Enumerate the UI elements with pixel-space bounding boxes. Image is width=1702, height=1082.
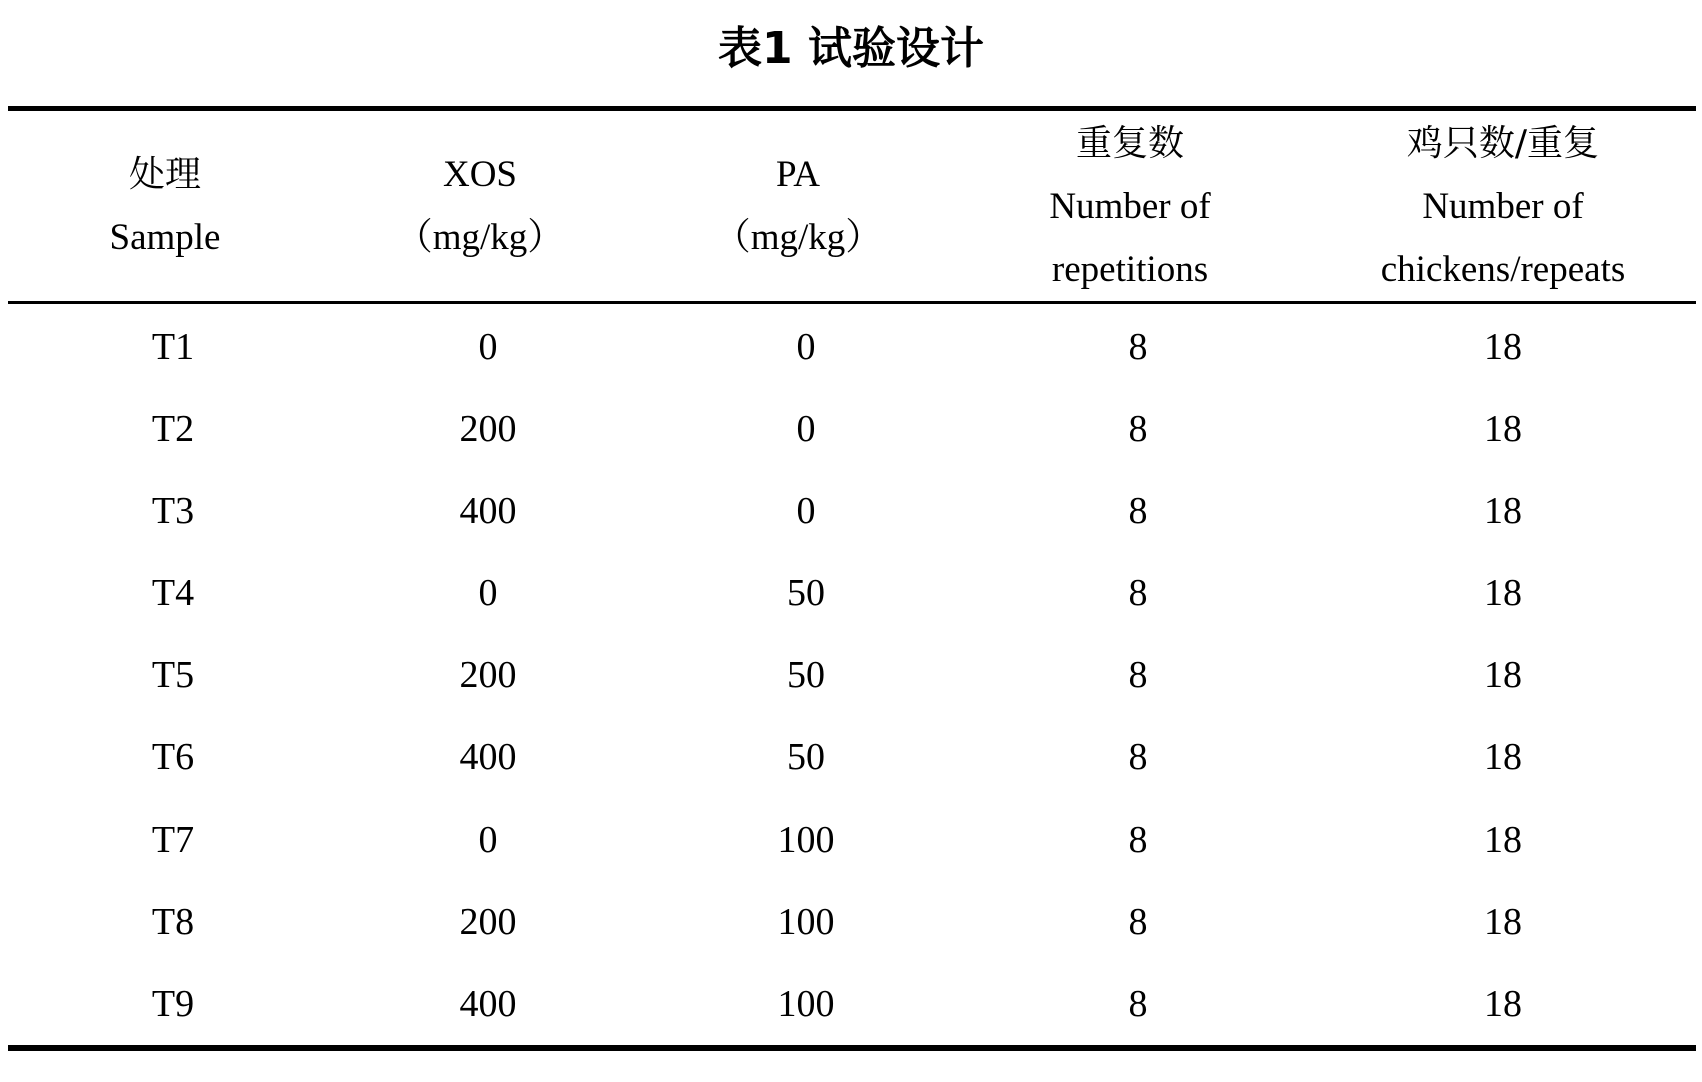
cell-chickens: 18 <box>1484 572 1522 615</box>
cell-xos: 200 <box>459 408 517 451</box>
cell-chickens: 18 <box>1484 490 1522 533</box>
cell-repetitions: 8 <box>1128 326 1148 368</box>
header-repetitions-en-2: repetitions <box>1051 248 1209 290</box>
cell-xos: 0 <box>478 572 498 615</box>
header-chickens-zh: 鸡只数/重复 <box>1406 122 1600 164</box>
cell-chickens: 18 <box>1484 408 1522 451</box>
cell-pa: 100 <box>777 982 835 1025</box>
cell-repetitions: 8 <box>1128 982 1148 1025</box>
table-row <box>8 799 1696 881</box>
header-sample <box>25 113 305 299</box>
cell-repetitions: 8 <box>1128 736 1148 779</box>
cell-sample: T2 <box>151 408 195 451</box>
header-xos <box>340 113 620 299</box>
header-pa-unit: （mg/kg） <box>713 217 883 258</box>
cell-pa: 0 <box>796 408 816 451</box>
table-body <box>8 306 1696 1045</box>
cell-xos: 0 <box>478 326 498 368</box>
cell-sample: T5 <box>151 654 195 697</box>
cell-xos: 200 <box>459 900 517 943</box>
table-row <box>8 470 1696 552</box>
cell-xos: 400 <box>459 982 517 1025</box>
table-header-rule <box>8 301 1696 304</box>
table-bottom-rule <box>8 1045 1696 1051</box>
header-repetitions-en-1: Number of <box>1049 185 1211 227</box>
cell-sample: T4 <box>151 572 195 615</box>
header-pa-name: PA <box>776 154 820 195</box>
cell-sample: T7 <box>151 818 195 861</box>
cell-repetitions: 8 <box>1128 818 1148 861</box>
cell-pa: 50 <box>787 736 825 779</box>
table-row <box>8 552 1696 634</box>
cell-repetitions: 8 <box>1128 654 1148 697</box>
cell-pa: 50 <box>787 572 825 615</box>
table-top-rule <box>8 106 1696 111</box>
cell-sample: T9 <box>151 982 195 1025</box>
cell-repetitions: 8 <box>1128 408 1148 451</box>
table-title: 表1 试验设计 <box>718 23 984 74</box>
cell-repetitions: 8 <box>1128 572 1148 615</box>
header-pa <box>658 113 938 299</box>
cell-xos: 0 <box>478 818 498 861</box>
table-row <box>8 634 1696 716</box>
cell-pa: 0 <box>796 490 816 533</box>
cell-chickens: 18 <box>1484 818 1522 861</box>
header-chickens-en-2: chickens/repeats <box>1380 248 1626 290</box>
cell-sample: T8 <box>151 900 195 943</box>
cell-pa: 100 <box>777 900 835 943</box>
header-chickens-en-1: Number of <box>1422 185 1584 227</box>
cell-pa: 100 <box>777 818 835 861</box>
cell-chickens: 18 <box>1484 900 1522 943</box>
cell-xos: 400 <box>459 736 517 779</box>
header-repetitions <box>990 113 1270 299</box>
cell-chickens: 18 <box>1484 982 1522 1025</box>
table-row <box>8 716 1696 798</box>
cell-chickens: 18 <box>1484 654 1522 697</box>
header-chickens <box>1348 113 1658 299</box>
table-row <box>8 963 1696 1045</box>
cell-pa: 50 <box>787 654 825 697</box>
header-xos-name: XOS <box>442 154 518 195</box>
cell-repetitions: 8 <box>1128 900 1148 943</box>
table-row <box>8 881 1696 963</box>
table-row <box>8 388 1696 470</box>
cell-sample: T1 <box>151 326 195 368</box>
cell-xos: 200 <box>459 654 517 697</box>
header-xos-unit: （mg/kg） <box>395 217 565 258</box>
cell-sample: T6 <box>151 736 195 779</box>
cell-repetitions: 8 <box>1128 490 1148 533</box>
cell-xos: 400 <box>459 490 517 533</box>
header-sample-en: Sample <box>109 217 221 258</box>
cell-chickens: 18 <box>1484 326 1522 368</box>
header-repetitions-zh: 重复数 <box>1075 122 1184 164</box>
header-sample-zh: 处理 <box>128 154 201 195</box>
cell-pa: 0 <box>796 326 816 368</box>
cell-sample: T3 <box>151 490 195 533</box>
table-row <box>8 306 1696 388</box>
cell-chickens: 18 <box>1484 736 1522 779</box>
